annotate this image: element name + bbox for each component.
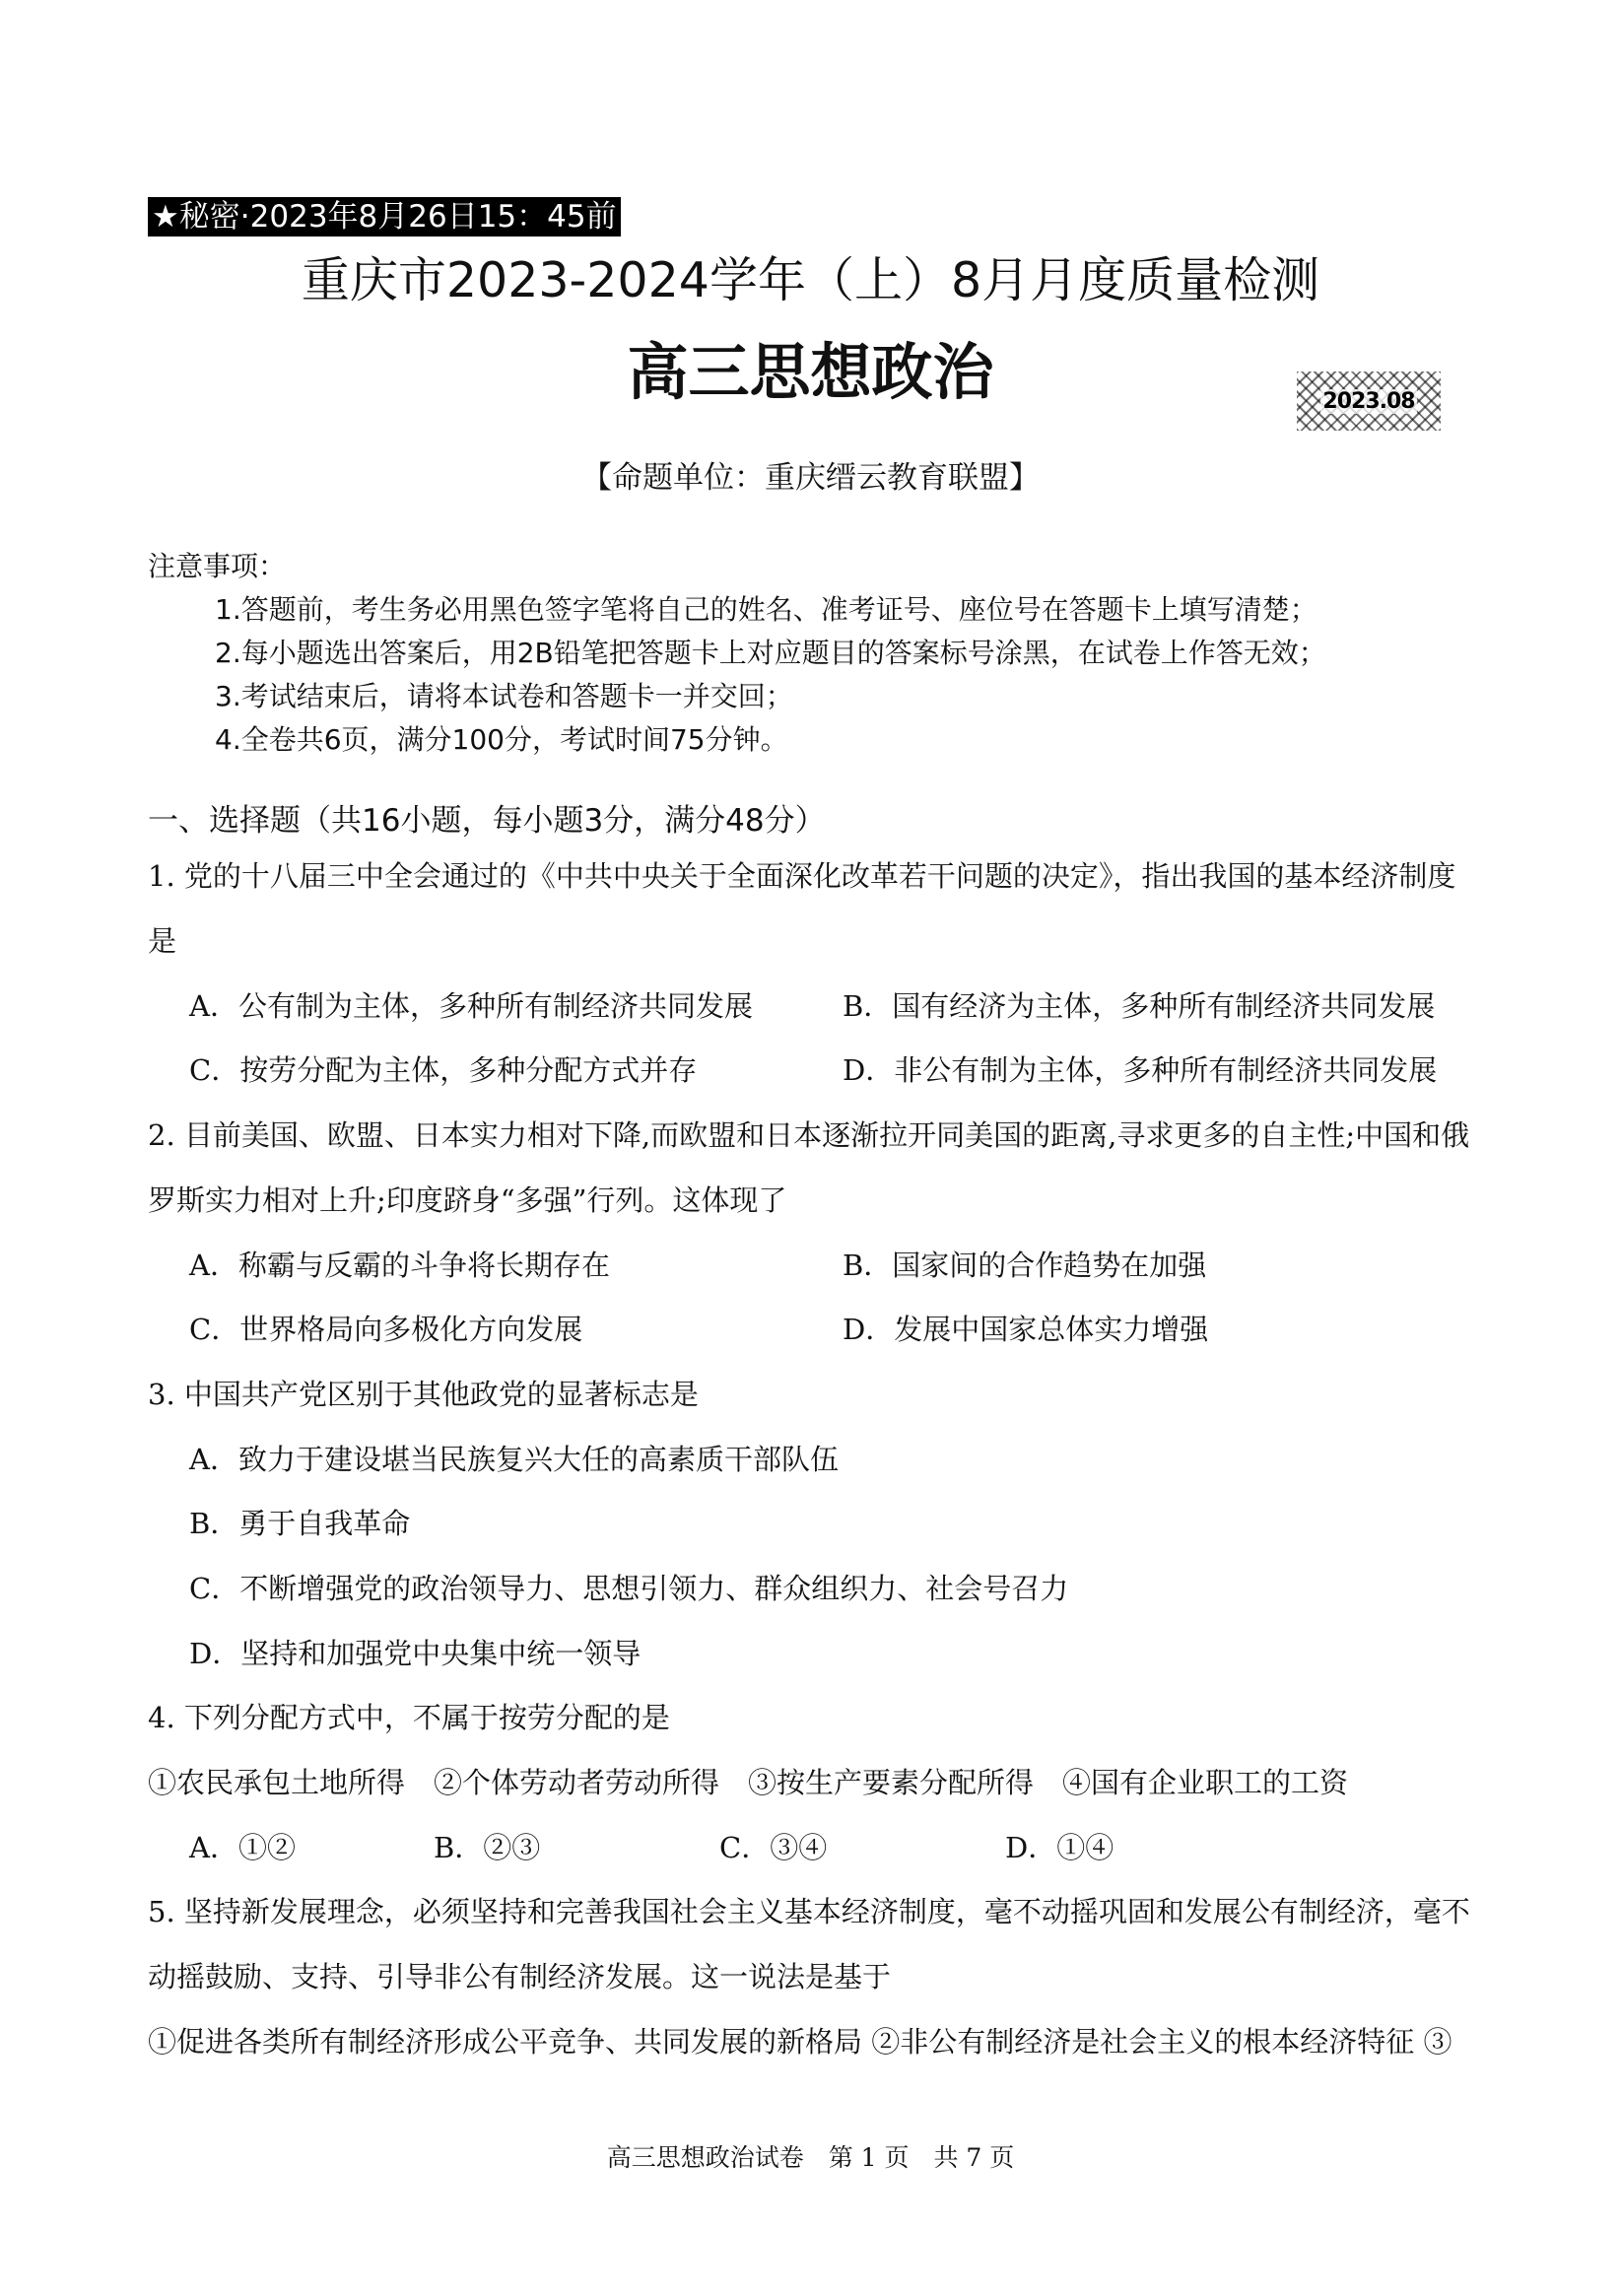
question-4-stem: ①农民承包土地所得 ②个体劳动者劳动所得 ③按生产要素分配所得 ④国有企业职工的工资 <box>148 1766 1349 1799</box>
question-2-option-b: B．国家间的合作趋势在加强 <box>843 1249 1207 1282</box>
confidential-label: ★秘密·2023年8月26日15：45前 <box>148 197 621 236</box>
notice-item: 1.答题前，考生务必用黑色签字笔将自己的姓名、准考证号、座位号在答题卡上填写清楚； <box>215 593 1317 626</box>
notice-item: 3.考试结束后，请将本试卷和答题卡一并交回； <box>215 680 793 712</box>
question-5-stem: 动摇鼓励、支持、引导非公有制经济发展。这一说法是基于 <box>148 1960 892 1993</box>
question-1-option-c: C．按劳分配为主体，多种分配方式并存 <box>189 1053 698 1087</box>
question-1-stem: 是 <box>148 924 177 958</box>
question-2-stem: 2. 目前美国、欧盟、日本实力相对下降,而欧盟和日本逐渐拉开同美国的距离,寻求更多的自主性;中国和俄 <box>148 1118 1470 1152</box>
question-2-option-c: C．世界格局向多极化方向发展 <box>189 1313 583 1346</box>
question-4-option-d: D．①④ <box>1005 1831 1114 1864</box>
subject-title: 高三思想政治 <box>627 336 994 408</box>
date-stamp-text: 2023.08 <box>1322 388 1415 414</box>
question-2-option-a: A．称霸与反霸的斗争将长期存在 <box>189 1249 610 1282</box>
question-3-stem: 3. 中国共产党区别于其他政党的显著标志是 <box>148 1378 699 1411</box>
question-1-option-a: A．公有制为主体，多种所有制经济共同发展 <box>189 989 753 1023</box>
question-3-option-c: C．不断增强党的政治领导力、思想引领力、群众组织力、社会号召力 <box>189 1572 1069 1605</box>
question-3-option-b: B．勇于自我革命 <box>189 1507 411 1540</box>
question-1-option-d: D．非公有制为主体，多种所有制经济共同发展 <box>843 1053 1438 1087</box>
question-2-option-d: D．发展中国家总体实力增强 <box>843 1313 1209 1346</box>
question-1-option-b: B．国有经济为主体，多种所有制经济共同发展 <box>843 989 1436 1023</box>
notice-heading: 注意事项： <box>148 550 287 582</box>
question-2-stem: 罗斯实力相对上升;印度跻身“多强”行列。这体现了 <box>148 1183 787 1217</box>
question-4-option-a: A．①② <box>189 1831 296 1864</box>
exam-title: 重庆市2023-2024学年（上）8月月度质量检测 <box>301 252 1320 308</box>
question-4-option-b: B．②③ <box>434 1831 541 1864</box>
notice-item: 4.全卷共6页，满分100分，考试时间75分钟。 <box>215 723 788 756</box>
question-4-option-c: C．③④ <box>719 1831 828 1864</box>
question-3-option-d: D．坚持和加强党中央集中统一领导 <box>189 1637 642 1670</box>
page-footer: 高三思想政治试卷 第 1 页 共 7 页 <box>606 2143 1015 2172</box>
question-5-stem: 5. 坚持新发展理念，必须坚持和完善我国社会主义基本经济制度，毫不动摇巩固和发展公有制经济，毫不 <box>148 1895 1470 1928</box>
question-3-option-a: A．致力于建设堪当民族复兴大任的高素质干部队伍 <box>189 1443 839 1476</box>
question-4-stem: 4. 下列分配方式中，不属于按劳分配的是 <box>148 1701 670 1734</box>
issuing-unit: 【命题单位：重庆缙云教育联盟】 <box>581 460 1040 496</box>
date-stamp <box>1297 371 1441 431</box>
section-heading: 一、选择题（共16小题，每小题3分，满分48分） <box>148 803 826 839</box>
question-5-stem: ①促进各类所有制经济形成公平竞争、共同发展的新格局 ②非公有制经济是社会主义的根本经济特征 ③ <box>148 2025 1452 2059</box>
question-1-stem: 1. 党的十八届三中全会通过的《中共中央关于全面深化改革若干问题的决定》，指出我国的基本经济制度 <box>148 859 1456 893</box>
notice-item: 2.每小题选出答案后，用2B铅笔把答题卡上对应题目的答案标号涂黑，在试卷上作答无效； <box>215 637 1326 669</box>
